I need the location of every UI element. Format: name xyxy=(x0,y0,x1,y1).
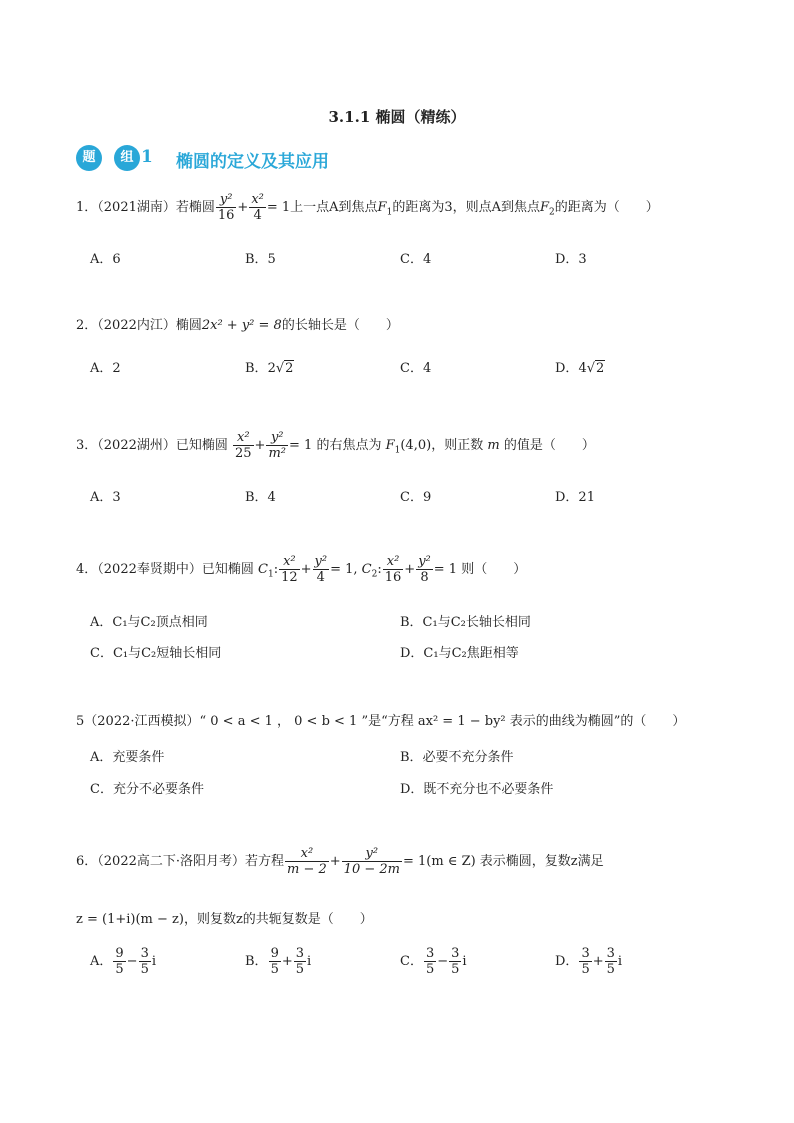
q4-option-d: D．C₁与C₂焦距相等 xyxy=(400,646,519,661)
q5-option-a: A．充要条件 xyxy=(90,750,165,765)
question-3: 3．（2022湖州）已知椭圆 $\frac{\text{x²}}{25}$ + $\frac{\text{y²}}{\text{m²}}$ = 1 的右焦点为 $F_1(4,0)$，则正数 m 的值是（ ） xyxy=(76,430,595,461)
q6-suffix: = 1(m ∈ Z) 表示椭圆，复数z满足 xyxy=(402,854,604,869)
q4-frac-3: $\frac{\text{x²}}{16}$ xyxy=(384,554,402,585)
q6-frac-1: $\frac{\text{x²}}{m - 2}$ xyxy=(287,846,327,877)
q3-suffix: 的值是（ ） xyxy=(503,438,595,453)
q4-frac-2: $\frac{\text{y²}}{4}$ xyxy=(314,554,328,585)
q3-mid: 的右焦点为 xyxy=(316,438,382,453)
q1-end: 的距离为（ ） xyxy=(554,200,659,215)
q6-option-c: C． $\frac{3}{5}$ − $\frac{3}{5}$ i xyxy=(400,946,467,977)
q2-option-c: C．4 xyxy=(400,361,432,376)
q3-option-b: B．4 xyxy=(245,490,276,505)
q4-suffix: 则（ ） xyxy=(461,562,527,577)
q2-equation: 2x² + y² = 8 xyxy=(201,318,282,333)
question-4: 4．（2022奉贤期中）已知椭圆 $C_1$: $\frac{\text{x²}}{12}$ + $\frac{\text{y²}}{4}$ = 1, $C_2$: $\frac{\text{x²}}{16}$ + $\frac{\text{y²}}{8}$ = 1 则（ ） xyxy=(76,554,527,585)
page-title: 3.1.1 椭圆（精练） xyxy=(328,108,466,126)
q4-option-b: B．C₁与C₂长轴长相同 xyxy=(400,615,531,630)
q5-option-c: C．充分不必要条件 xyxy=(90,782,204,797)
q1-prefix: 1．（2021湖南）若椭圆 xyxy=(76,200,215,215)
q1-option-d: D．3 xyxy=(555,252,587,267)
question-5: 5（2022·江西模拟）“ 0 < a < 1 ， 0 < b < 1 ”是“方程 ax² = 1 − by² 表示的曲线为椭圆”的（ ） xyxy=(76,714,686,729)
q4-prefix: 4．（2022奉贤期中）已知椭圆 xyxy=(76,562,254,577)
q1-frac-x: $\frac{\text{x²}}{4}$ xyxy=(251,192,264,223)
q1-frac-y: $\frac{\text{y²}}{16}$ xyxy=(217,192,235,223)
q2-option-b: B．2√2 xyxy=(245,361,294,376)
q2-option-a: A．2 xyxy=(90,361,121,376)
q2-option-d: D．4√2 xyxy=(555,361,605,376)
q3-option-d: D．21 xyxy=(555,490,595,505)
q1-plus: + xyxy=(237,200,249,215)
q4-frac-1: $\frac{\text{x²}}{12}$ xyxy=(281,554,298,585)
q3-mid2: ，则正数 xyxy=(431,438,484,453)
q6-line2: z = (1+i)(m − z)，则复数z的共轭复数是（ ） xyxy=(76,912,373,927)
q4-frac-4: $\frac{\text{y²}}{8}$ xyxy=(418,554,431,585)
q3-option-a: A．3 xyxy=(90,490,121,505)
question-2 xyxy=(76,314,399,333)
question-1: 1．（2021湖南）若椭圆 $\frac{\text{y²}}{16}$ + $\frac{\text{x²}}{4}$ = 1上一点A到焦点$F_1$的距离为3，则点A到焦点$F_2$的距离为（ ） xyxy=(76,192,659,223)
group-number: 1 xyxy=(141,147,153,167)
q2-prefix: 2．（2022内江）椭圆 xyxy=(76,318,202,333)
q6-option-d: D． $\frac{3}{5}$ + $\frac{3}{5}$ i xyxy=(555,946,623,977)
q3-var: m xyxy=(487,438,500,453)
group-label: 椭圆的定义及其应用 xyxy=(176,152,329,172)
q6-frac-2: $\frac{\text{y²}}{10 - 2m}$ xyxy=(343,846,400,877)
q3-frac-y: $\frac{\text{y²}}{\text{m²}}$ xyxy=(268,430,286,461)
q5-option-b: B．必要不充分条件 xyxy=(400,750,514,765)
q1-option-a: A．6 xyxy=(90,252,121,267)
q6-prefix: 6．（2022高二下·洛阳月考）若方程 xyxy=(76,854,284,869)
question-6: 6．（2022高二下·洛阳月考）若方程 $\frac{\text{x²}}{m - 2}$ + $\frac{\text{y²}}{10 - 2m}$ = 1(m ∈ Z) 表示椭圆，复数z满足 xyxy=(76,846,604,877)
q3-point: (4,0) xyxy=(400,438,432,453)
q3-option-c: C．9 xyxy=(400,490,432,505)
q3-frac-x: $\frac{\text{x²}}{25}$ xyxy=(235,430,252,461)
q2-suffix: 的长轴长是（ ） xyxy=(281,318,399,333)
q6-option-a: A． $\frac{9}{5}$ − $\frac{3}{5}$ i xyxy=(90,946,157,977)
group-badge-ti: 题 xyxy=(76,145,102,171)
q1-eq-end: = 1上一点A到焦点 xyxy=(266,200,378,215)
q5-option-d: D．既不充分也不必要条件 xyxy=(400,782,554,797)
q4-option-c: C．C₁与C₂短轴长相同 xyxy=(90,646,222,661)
q4-option-a: A．C₁与C₂顶点相同 xyxy=(90,615,208,630)
q1-option-b: B．5 xyxy=(245,252,276,267)
group-badge-zu: 组 xyxy=(114,145,140,171)
q6-option-b: B． $\frac{9}{5}$ + $\frac{3}{5}$ i xyxy=(245,946,312,977)
q1-mid: 的距离为3，则点A到焦点 xyxy=(392,200,540,215)
q3-prefix: 3．（2022湖州）已知椭圆 xyxy=(76,438,228,453)
q1-option-c: C．4 xyxy=(400,252,432,267)
